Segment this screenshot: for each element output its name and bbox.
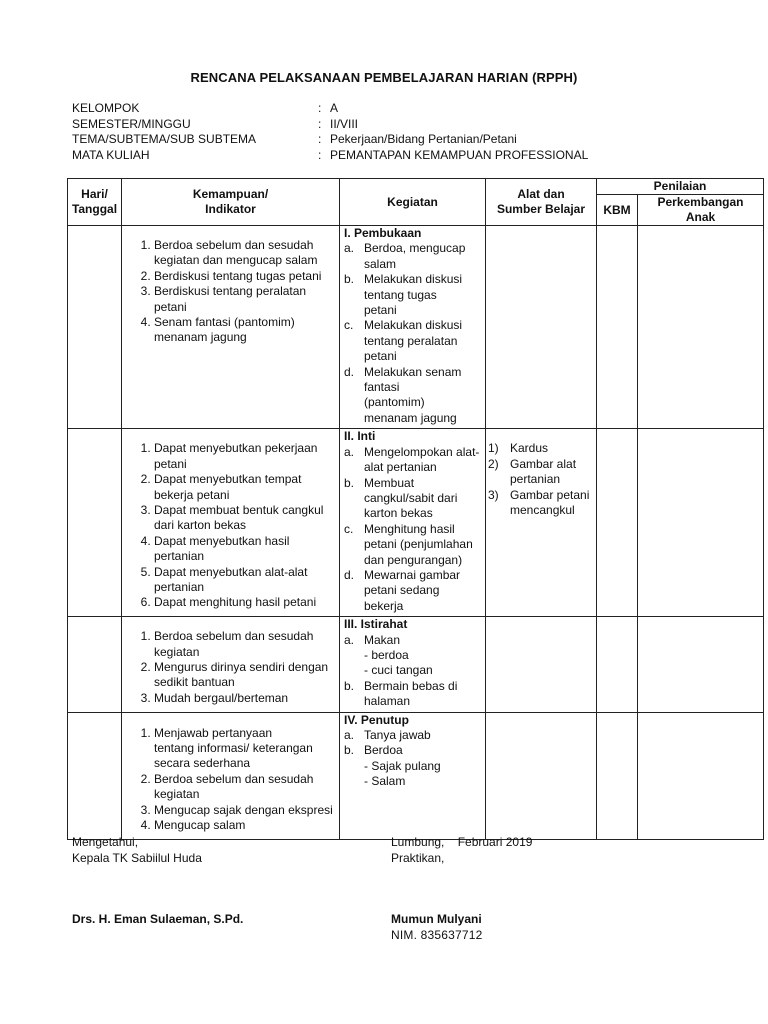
kegiatan-marker: a.: [344, 241, 355, 256]
cell-kegiatan: [340, 429, 486, 617]
table-row: [68, 712, 764, 839]
cell-alat: [486, 617, 597, 712]
meta-value: Pekerjaan/Bidang Pertanian/Petani: [330, 132, 517, 146]
meta-row: [72, 101, 672, 117]
section-title: II. Inti: [344, 429, 376, 444]
kegiatan-item: a. Mengelompokan alat- alat pertanian: [344, 444, 480, 475]
indikator-item: 1. Dapat menyebutkan pekerjaan petani: [154, 441, 335, 472]
meta-colon: :: [318, 147, 322, 162]
kegiatan-item: d. Mewarnai gambar petani sedang bekerja: [344, 567, 461, 613]
footer-nim: NIM. 835637712: [391, 928, 483, 942]
meta-row: [72, 148, 672, 164]
cell-indikator: [122, 617, 340, 712]
indikator-item: 4. Mengucap salam: [154, 818, 335, 833]
kegiatan-item: b. Membuat cangkul/sabit dari karton bekas: [344, 475, 458, 521]
section-title: I. Pembukaan: [344, 226, 422, 240]
cell-kbm: [597, 617, 638, 712]
kegiatan-marker: b.: [344, 743, 355, 758]
kegiatan-marker: b.: [344, 678, 355, 693]
cell-perkembangan: [638, 429, 764, 617]
alat-item: 1) Kardus: [488, 441, 549, 456]
indikator-item: 3. Dapat membuat bentuk cangkul dari karton bekas: [154, 503, 335, 534]
footer-kepala-name: Drs. H. Eman Sulaeman, S.Pd.: [72, 912, 244, 926]
alat-marker: 2): [488, 456, 499, 471]
cell-indikator: [122, 429, 340, 617]
header-hari: Hari/ Tanggal: [68, 179, 122, 226]
cell-alat: [486, 429, 597, 617]
header-perkembangan: Perkembangan Anak: [638, 195, 764, 226]
kegiatan-marker: a.: [344, 444, 355, 459]
indikator-item: 2. Dapat menyebutkan tempat bekerja petani: [154, 472, 335, 503]
meta-colon: :: [318, 101, 322, 115]
kegiatan-item: a. Makan - berdoa - cuci tangan: [344, 632, 433, 678]
indikator-item: 4. Dapat menyebutkan hasil pertanian: [154, 534, 335, 565]
alat-item: 2) Gambar alat pertanian: [488, 456, 577, 487]
header-alat: Alat dan Sumber Belajar: [486, 179, 597, 226]
footer-place-date: Lumbung, Februari 2019: [391, 835, 533, 849]
table-row: [68, 617, 764, 712]
kegiatan-marker: b.: [344, 272, 355, 287]
document-title: RENCANA PELAKSANAAN PEMBELAJARAN HARIAN (RPPH): [190, 70, 578, 85]
cell-kbm: [597, 429, 638, 617]
indikator-item: 6. Dapat menghitung hasil petani: [154, 595, 335, 610]
footer-praktikan: Praktikan,: [391, 851, 445, 865]
kegiatan-item: d. Melakukan senam fantasi (pantomim) menanam jagung: [344, 364, 462, 425]
kegiatan-marker: d.: [344, 364, 355, 379]
kegiatan-marker: c.: [344, 318, 354, 333]
meta-row: [72, 132, 672, 148]
meta-key: MATA KULIAH: [72, 147, 150, 162]
kegiatan-item: a. Berdoa, mengucap salam: [344, 241, 466, 271]
cell-kegiatan: [340, 226, 486, 429]
header-kemampuan: Kemampuan/ Indikator: [122, 179, 340, 226]
kegiatan-item: c. Melakukan diskusi tentang peralatan petani: [344, 318, 463, 364]
header-kbm: KBM: [597, 195, 638, 226]
indikator-item: 3. Mengucap sajak dengan ekspresi: [154, 803, 335, 818]
cell-hari: [68, 617, 122, 712]
meta-colon: :: [318, 116, 322, 131]
kegiatan-marker: a.: [344, 632, 355, 647]
meta-value: PEMANTAPAN KEMAMPUAN PROFESSIONAL: [330, 147, 589, 162]
alat-marker: 1): [488, 441, 499, 456]
table-row: [68, 429, 764, 617]
cell-perkembangan: [638, 226, 764, 429]
header-penilaian: Penilaian: [597, 179, 764, 195]
footer-praktikan-name: Mumun Mulyani: [391, 912, 482, 926]
cell-hari: [68, 429, 122, 617]
table-row: [68, 226, 764, 429]
section-title: IV. Penutup: [344, 712, 409, 727]
meta-key: SEMESTER/MINGGU: [72, 116, 191, 131]
indikator-item: 2. Berdoa sebelum dan sesudah kegiatan: [154, 772, 335, 803]
cell-kbm: [597, 226, 638, 429]
cell-perkembangan: [638, 712, 764, 839]
kegiatan-item: b. Melakukan diskusi tentang tugas petani: [344, 272, 463, 318]
kegiatan-marker: d.: [344, 567, 355, 582]
cell-hari: [68, 712, 122, 839]
alat-item: 3) Gambar petani mencangkul: [488, 487, 590, 517]
cell-kegiatan: [340, 712, 486, 839]
meta-key: TEMA/SUBTEMA/SUB SUBTEMA: [72, 132, 257, 146]
kegiatan-marker: a.: [344, 728, 355, 742]
meta-block: [72, 101, 672, 163]
indikator-item: 4. Senam fantasi (pantomim) menanam jagung: [154, 315, 335, 346]
indikator-item: 1. Berdoa sebelum dan sesudah kegiatan: [154, 629, 335, 660]
footer-kepala: Kepala TK Sabiilul Huda: [72, 851, 202, 865]
cell-perkembangan: [638, 617, 764, 712]
cell-kegiatan: [340, 617, 486, 712]
indikator-item: 2. Mengurus dirinya sendiri dengan sedikit bantuan: [154, 660, 335, 691]
meta-colon: :: [318, 132, 322, 146]
cell-kbm: [597, 712, 638, 839]
section-title: III. Istirahat: [344, 617, 408, 632]
cell-indikator: [122, 712, 340, 839]
kegiatan-marker: c.: [344, 521, 354, 536]
indikator-item: 1. Berdoa sebelum dan sesudah kegiatan dan mengucap salam: [154, 238, 335, 269]
indikator-item: 3. Mudah bergaul/berteman: [154, 691, 335, 706]
indikator-item: 2. Berdiskusi tentang tugas petani: [154, 269, 335, 284]
meta-value: A: [330, 101, 339, 115]
meta-row: [72, 117, 672, 133]
cell-alat: [486, 712, 597, 839]
cell-alat: [486, 226, 597, 429]
meta-value: II/VIII: [330, 116, 359, 131]
header-kegiatan: Kegiatan: [340, 179, 486, 226]
kegiatan-item: a. Tanya jawab: [344, 728, 431, 742]
cell-hari: [68, 226, 122, 429]
kegiatan-item: b. Bermain bebas di halaman: [344, 678, 458, 709]
meta-key: KELOMPOK: [72, 101, 140, 115]
rpph-table: [67, 178, 764, 840]
indikator-item: 5. Dapat menyebutkan alat-alat pertanian: [154, 565, 335, 596]
indikator-item: 3. Berdiskusi tentang peralatan petani: [154, 284, 335, 315]
indikator-item: 1. Menjawab pertanyaan tentang informasi/ keterangan secara sederhana: [154, 726, 335, 772]
kegiatan-item: c. Menghitung hasil petani (penjumlahan dan pengurangan): [344, 521, 473, 567]
kegiatan-marker: b.: [344, 475, 355, 490]
cell-indikator: [122, 226, 340, 429]
footer-mengetahui: Mengetahui,: [72, 835, 139, 849]
kegiatan-item: b. Berdoa - Sajak pulang - Salam: [344, 743, 441, 789]
alat-marker: 3): [488, 487, 499, 502]
